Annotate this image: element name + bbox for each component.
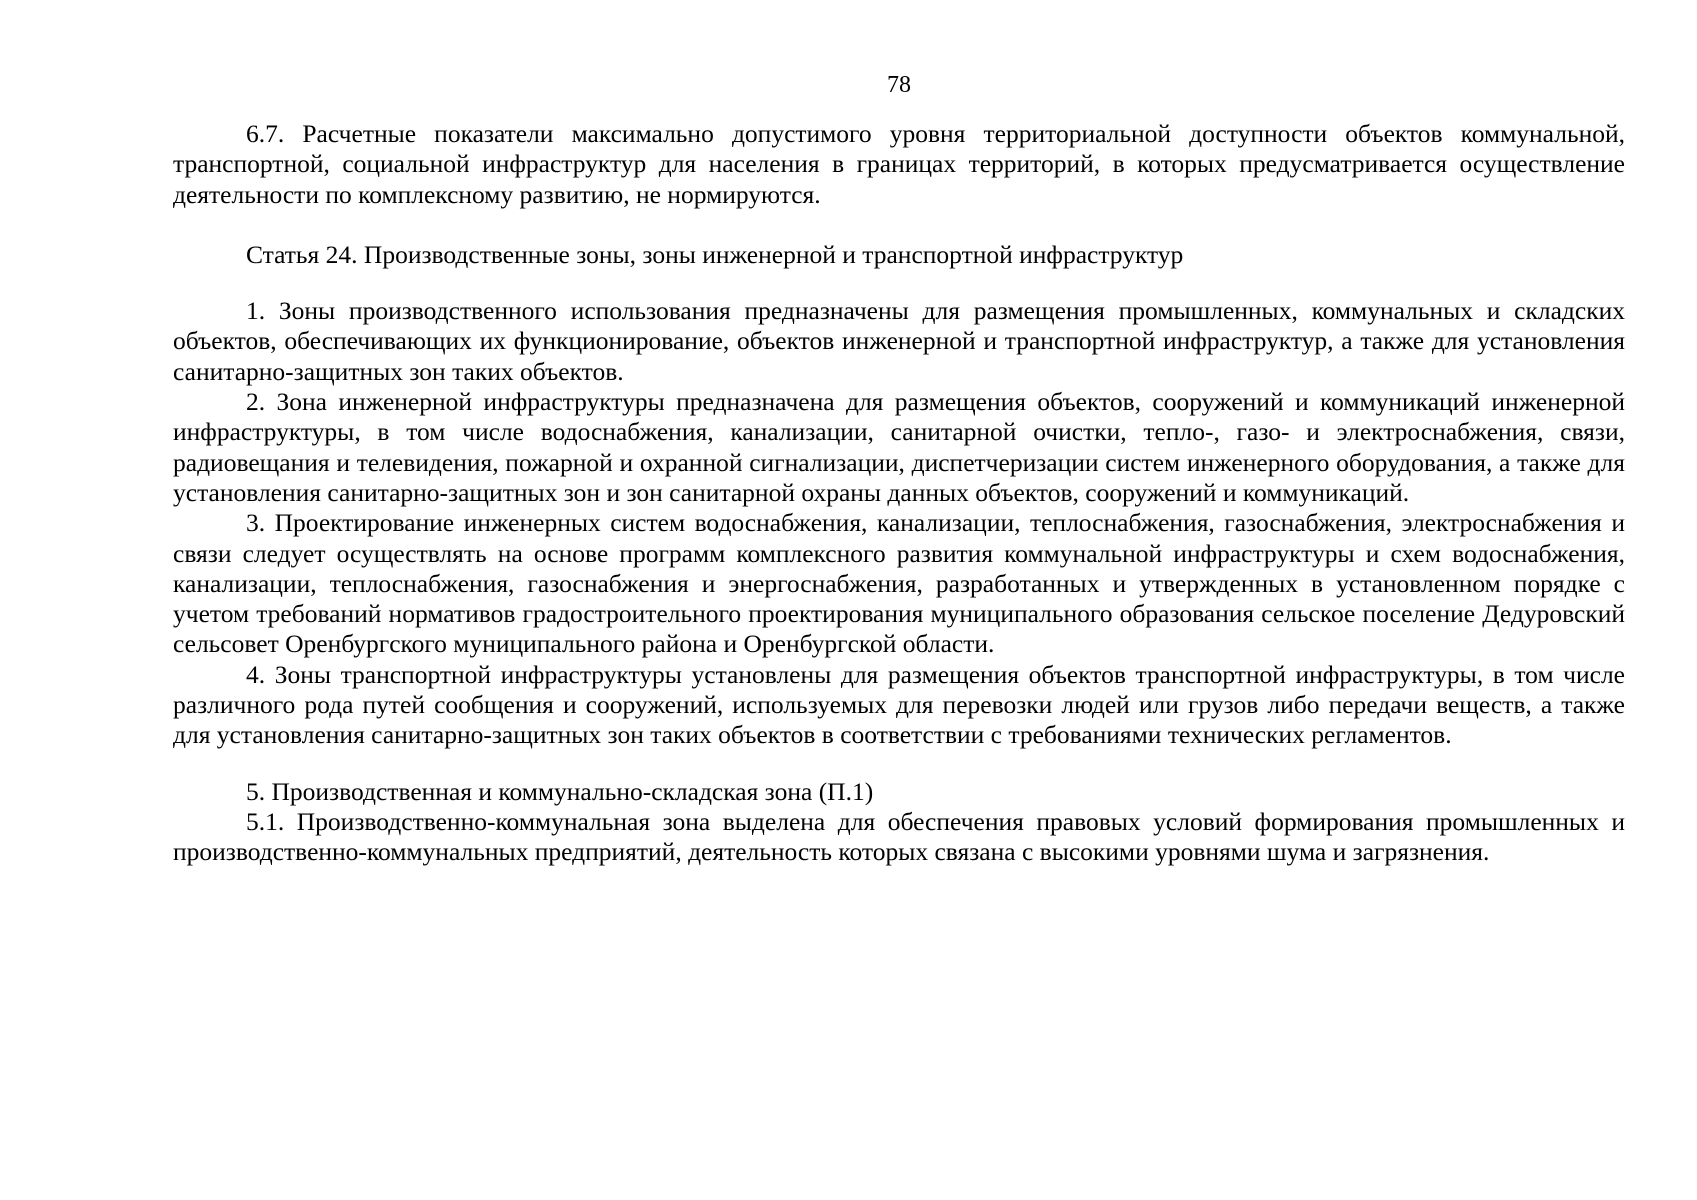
paragraph-2: 2. Зона инженерной инфраструктуры предназначена для размещения объектов, сооружений и коммуникаций инженерной инфраструктуры, в том числе водоснабжения, канализации, санитарной очистки, тепло-, газо- и электроснабжения, связи, радиовещания и телевидения, пожарной и охранной сигнализации, диспетчеризации систем инженерного оборудования, а также для установления санитарно-защитных зон и зон санитарной охраны данных объектов, сооружений и коммуникаций. [173, 387, 1625, 507]
page-number: 78 [887, 72, 911, 98]
paragraph-4: 4. Зоны транспортной инфраструктуры установлены для размещения объектов транспортной инфраструктуры, в том числе различного рода путей сообщения и сооружений, используемых для перевозки людей или грузов либо передачи веществ, а также для установления санитарно-защитных зон таких объектов в соответствии с требованиями технических регламентов. [173, 659, 1625, 750]
paragraph-6-7: 6.7. Расчетные показатели максимально допустимого уровня территориальной доступности объектов коммунальной, транспортной, социальной инфраструктур для населения в границах территорий, в которых предусматривается осуществление деятельности по комплексному развитию, не нормируются. [173, 119, 1625, 209]
paragraph-5-1: 5.1. Производственно-коммунальная зона выделена для обеспечения правовых условий формирования промышленных и производственно-коммунальных предприятий, деятельность которых связана с высокими уровнями шума и загрязнения. [173, 806, 1625, 867]
paragraph-3: 3. Проектирование инженерных систем водоснабжения, канализации, теплоснабжения, газоснабжения, электроснабжения и связи следует осуществлять на основе программ комплексного развития коммунальной инфраструктуры и схем водоснабжения, канализации, теплоснабжения, газоснабжения и энергоснабжения, разработанных и утвержденных в установленном порядке с учетом требований нормативов градостроительного проектирования муниципального образования сельское поселение Дедуровский сельсовет Оренбургского муниципального района и Оренбургской области. [173, 508, 1625, 659]
document-body [173, 119, 1625, 868]
paragraph-5-title: 5. Производственная и коммунально-складская зона (П.1) [246, 776, 874, 806]
paragraph-1: 1. Зоны производственного использования предназначены для размещения промышленных, коммунальных и складских объектов, обеспечивающих их функционирование, объектов инженерной и транспортной инфраструктур, а также для установления санитарно-защитных зон таких объектов. [173, 296, 1625, 386]
article-24-title: Статья 24. Производственные зоны, зоны инженерной и транспортной инфраструктур [246, 239, 1184, 269]
